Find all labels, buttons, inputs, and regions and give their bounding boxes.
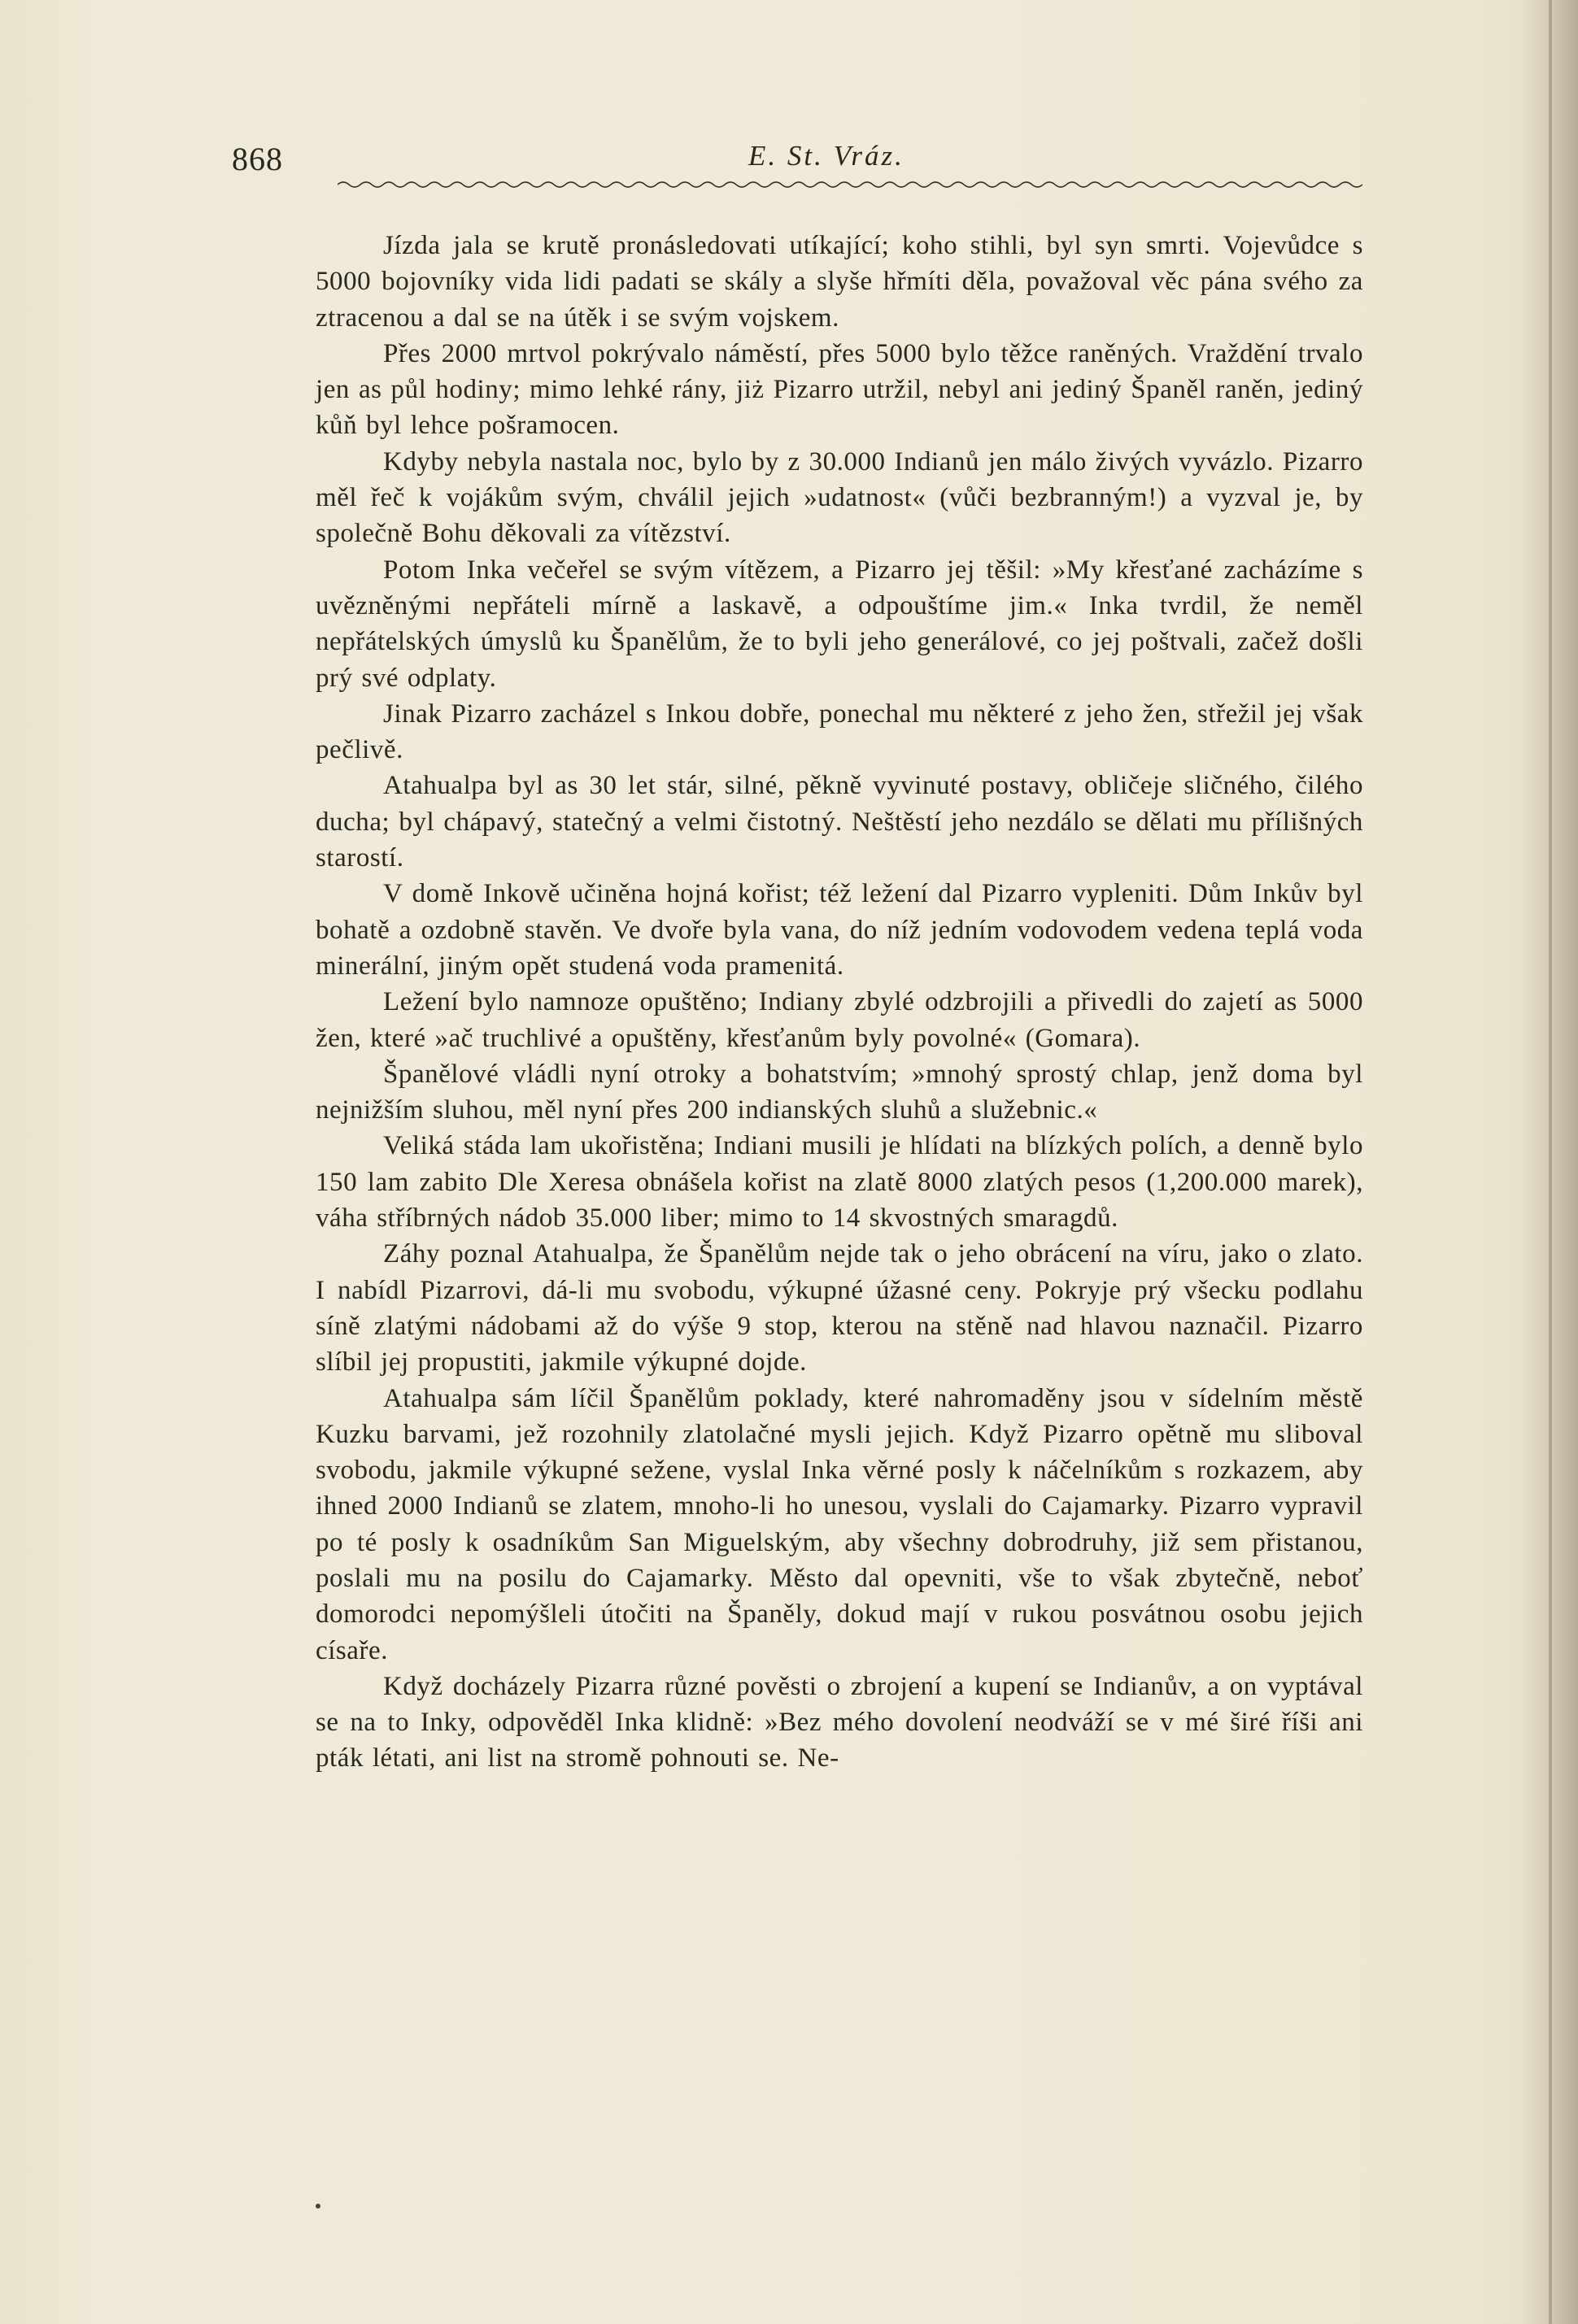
binding-edge <box>1549 0 1552 2324</box>
body-text <box>316 228 1363 1777</box>
header-wavy-rule <box>338 177 1362 190</box>
paragraph: Ležení bylo namnoze opuštěno; Indiany zbylé odzbrojili a přivedli do zajetí as 5000 žen, které »ač truchlivé a opuštěny, křesťanům byly povolné« (Gomara). <box>316 987 1363 1053</box>
print-speck <box>316 2204 320 2209</box>
page-number: 868 <box>232 141 283 177</box>
paragraph: Kdyby nebyla nastala noc, bylo by z 30.000 Indianů jen málo živých vyvázlo. Pizarro měl řeč k vojákům svým, chválil jejich »udatnost« (vůči bezbranným!) a vyzval je, by společně Bohu děkovali za vítězství. <box>316 446 1363 549</box>
paragraph: Veliká stáda lam ukořistěna; Indiani musili je hlídati na blízkých polích, a denně bylo 150 lam zabito Dle Xeresa obnášela kořist na zlatě 8000 zlatých pesos (1,200.000 marek), váha stříbrných nádob 35.000 liber; mimo to 14 skvostných smaragdů. <box>316 1131 1363 1234</box>
paragraph: Atahualpa byl as 30 let stár, silné, pěkně vyvinuté postavy, obličeje sličného, čilého ducha; byl chápavý, statečný a velmi čistotný. Neštěstí jeho nezdálo se dělati mu přílišných starostí. <box>316 771 1363 873</box>
paragraph: V domě Inkově učiněna hojná kořist; též ležení dal Pizarro vypleniti. Dům Inkův byl bohatě a ozdobně stavěn. Ve dvoře byla vana, do níž jedním vodovodem vedena teplá voda minerální, jiným opět studená voda pramenitá. <box>316 879 1363 981</box>
paragraph: Potom Inka večeřel se svým vítězem, a Pizarro jej těšil: »My křesťané zacházíme s uvězněnými nepřáteli mírně a laskavě, a odpouštíme jim.« Inka tvrdil, že neměl nepřátelských úmyslů ku Španělům, že to byli jeho generálové, co jej poštvali, začež došli prý své odplaty. <box>316 555 1363 693</box>
paragraph: Jízda jala se krutě pronásledovati utíkající; koho stihli, byl syn smrti. Vojevůdce s 5000 bojovníky vida lidi padati se skály a slyše hřmíti děla, považoval věc pána svého za ztracenou a dal se na útěk i se svým vojskem. <box>316 231 1363 333</box>
paragraph: Záhy poznal Atahualpa, že Španělům nejde tak o jeho obrácení na víru, jako o zlato. I nabídl Pizarrovi, dá-li mu svobodu, výkupné úžasné ceny. Pokryje prý všecku podlahu síně zlatými nádobami až do výše 9 stop, kterou na stěně nad hlavou naznačil. Pizarro slíbil jej propustiti, jakmile výkupné dojde. <box>316 1239 1363 1377</box>
paragraph: Jinak Pizarro zacházel s Inkou dobře, ponechal mu některé z jeho žen, střežil jej však pečlivě. <box>316 699 1363 765</box>
paragraph: Atahualpa sám líčil Španělům poklady, které nahromaděny jsou v sídelním městě Kuzku barvami, jež rozohnily zlatolačné mysli jejich. Když Pizarro opětně mu sliboval svobodu, jakmile výkupné sežene, vyslal Inka věrné posly k náčelníkům s rozkazem, aby ihned 2000 Indianů se zlatem, mnoho-li ho unesou, vyslali do Cajamarky. Pizarro vypravil po té posly k osadníkům San Miguelským, aby všechny dobrodruhy, již sem přistanou, poslali mu na posilu do Cajamarky. Město dal opevniti, vše to však zbytečně, neboť domorodci nepomýšleli útočiti na Španěly, dokud mají v rukou posvátnou osobu jejich císaře. <box>316 1383 1363 1665</box>
paragraph: Španělové vládli nyní otroky a bohatstvím; »mnohý sprostý chlap, jenž doma byl nejnižším sluhou, měl nyní přes 200 indianských sluhů a služebnic.« <box>316 1059 1363 1125</box>
running-head: E. St. Vráz. <box>748 140 905 172</box>
paragraph: Když docházely Pizarra různé pověsti o zbrojení a kupení se Indianův, a on vyptával se na to Inky, odpověděl Inka klidně: »Bez mého dovolení neodváží se v mé širé říši ani pták létati, ani list na stromě pohnouti se. Ne- <box>316 1671 1363 1773</box>
paragraph: Přes 2000 mrtvol pokrývalo náměstí, přes 5000 bylo těžce raněných. Vraždění trvalo jen as půl hodiny; mimo lehké rány, jiż Pizarro utržil, nebyl ani jediný Španěl raněn, jediný kůň byl lehce pošramocen. <box>316 338 1363 441</box>
